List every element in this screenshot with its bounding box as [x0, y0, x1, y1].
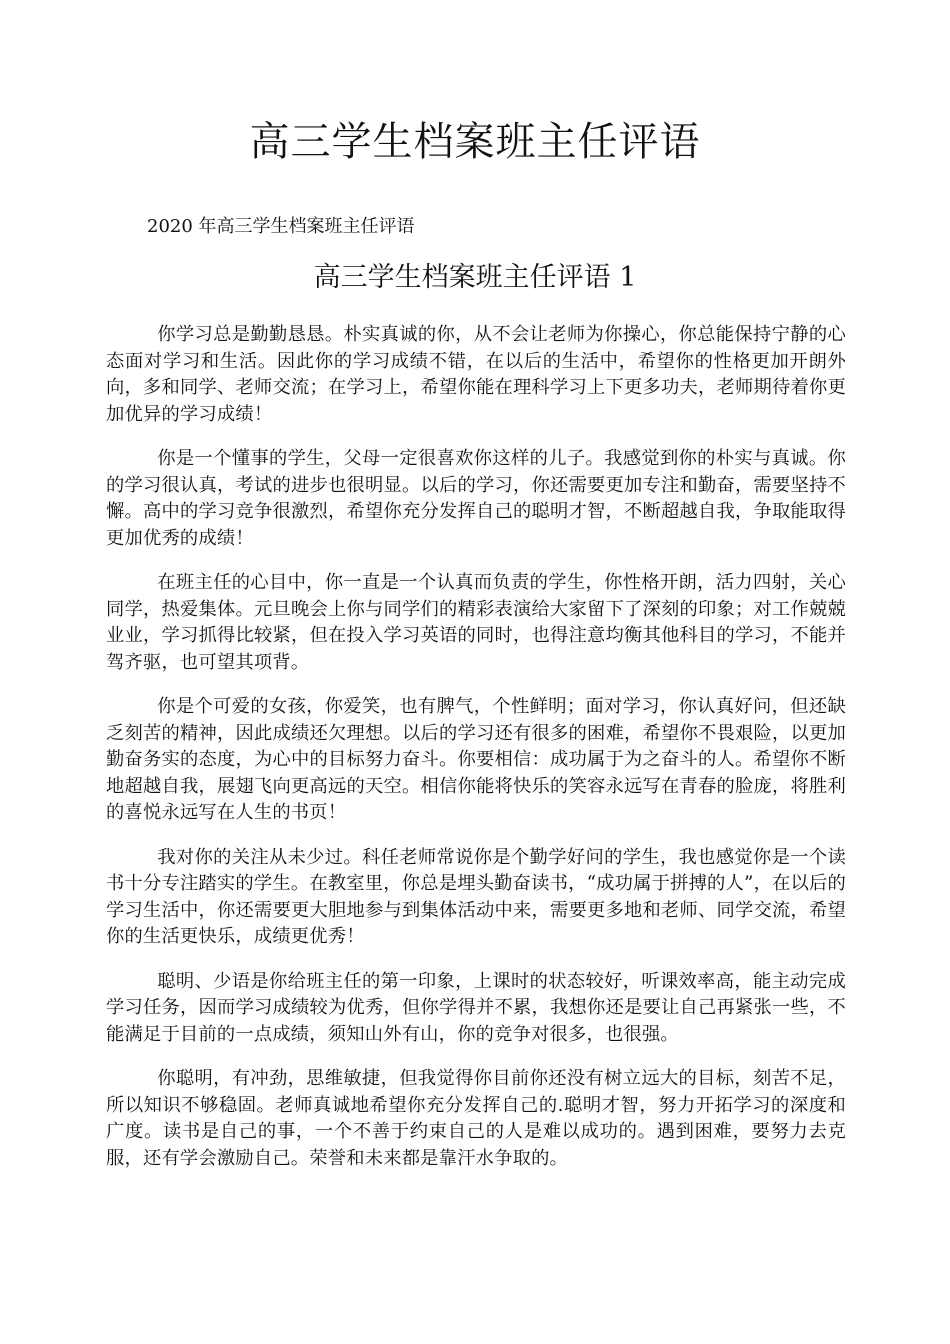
comment-paragraph-1: 你学习总是勤勤恳恳。朴实真诚的你，从不会让老师为你操心，你总能保持宁静的心态面对学习和生活。因此你的学习成绩不错，在以后的生活中，希望你的性格更加开朗外向，多和同学、老师交流；在学习上，希望你能在理科学习上下更多功夫，老师期待着你更加优异的学习成绩！: [106, 324, 846, 425]
comment-paragraph-6: 聪明、少语是你给班主任的第一印象，上课时的状态较好，听课效率高，能主动完成学习任务，因而学习成绩较为优秀，但你学得并不累，我想你还是要让自己再紧张一些，不能满足于目前的一点成绩，须知山外有山，你的竞争对很多，也很强。: [106, 970, 846, 1045]
comment-paragraph-2: 你是一个懂事的学生，父母一定很喜欢你这样的儿子。我感觉到你的朴实与真诚。你的学习很认真，考试的进步也很明显。以后的学习，你还需要更加专注和勤奋，需要坚持不懈。高中的学习竞争很激烈，希望你充分发挥自己的聪明才智，不断超越自我，争取能取得更加优秀的成绩！: [106, 448, 846, 549]
comment-paragraph-7: 你聪明，有冲劲，思维敏捷，但我觉得你目前你还没有树立远大的目标，刻苦不足，所以知识不够稳固。老师真诚地希望你充分发挥自己的.聪明才智，努力开拓学习的深度和广度。读书是自己的事，一个不善于约束自己的人是难以成功的。遇到困难，要努力去克服，还有学会激励自己。荣誉和未来都是靠汗水争取的。: [106, 1068, 846, 1169]
comment-paragraph-4: 你是个可爱的女孩，你爱笑，也有脾气，个性鲜明；面对学习，你认真好问，但还缺乏刻苦的精神，因此成绩还欠理想。以后的学习还有很多的困难，希望你不畏艰险，以更加勤奋务实的态度，为心中的目标努力奋斗。你要相信：成功属于为之奋斗的人。希望你不断地超越自我，展翅飞向更高远的天空。相信你能将快乐的笑容永远写在青春的脸庞，将胜利的喜悦永远写在人生的书页！: [106, 696, 846, 823]
section-heading: 高三学生档案班主任评语 1: [313, 262, 637, 293]
comment-paragraph-5: 我对你的关注从未少过。科任老师常说你是个勤学好问的学生，我也感觉你是一个读书十分专注踏实的学生。在教室里，你总是埋头勤奋读书，“成功属于拼搏的人”，在以后的学习生活中，你还需要更大胆地参与到集体活动中来，需要更多地和老师、同学交流，希望你的生活更快乐，成绩更优秀！: [106, 846, 846, 947]
comment-paragraph-3: 在班主任的心目中，你一直是一个认真而负责的学生，你性格开朗，活力四射，关心同学，热爱集体。元旦晚会上你与同学们的精彩表演给大家留下了深刻的印象；对工作兢兢业业，学习抓得比较紧，但在投入学习英语的同时，也得注意均衡其他科目的学习，不能并驾齐驱，也可望其项背。: [106, 572, 846, 673]
document-subtitle: 2020 年高三学生档案班主任评语: [147, 216, 415, 237]
document-body: [106, 322, 846, 1190]
page-title: 高三学生档案班主任评语: [249, 119, 701, 165]
